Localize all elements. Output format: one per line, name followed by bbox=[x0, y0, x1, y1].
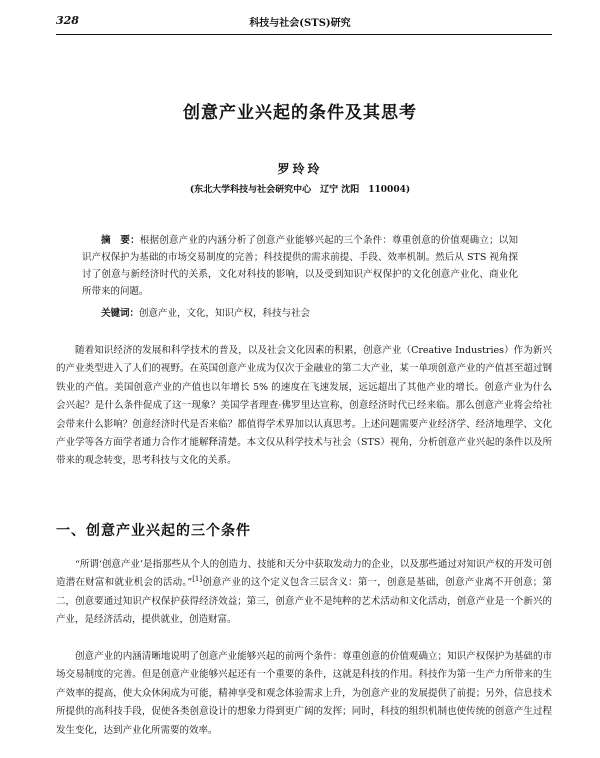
abstract-label: 摘 要： bbox=[101, 235, 140, 246]
section-heading: 一、创意产业兴起的三个条件 bbox=[56, 523, 251, 539]
intro-paragraph: 随着知识经济的发展和科学技术的普及，以及社会文化因素的积累，创意产业（Creative Industries）作为新兴的产业类型进入了人们的视野。在英国创意产业成为仅次于金融业的第二大产业，某一单项创意产业的产值甚至超过钢铁业的产值。美国创意产业的产值也以年增长 5% 的速度在飞速发展，远远超出了其他产业的增长。创意产业为什么会兴起？是什么条件促成了这一现象？美国学者理查·佛罗里达宣称，创意经济时代已经来临。那么创意产业将会给社会带来什么影响？创意经济时代是否来临？都值得学术界加以认真思考。上述问题需要产业经济学、经济地理学、文化产业学等各方面学者通力合作才能解释清楚。本文仅从科学技术与社会（STS）视角，分析创意产业兴起的条件以及所带来的观念转变，思考科技与文化的关系。 bbox=[56, 345, 552, 467]
author-name: 罗玲玲 bbox=[277, 162, 323, 176]
header-rule bbox=[56, 34, 552, 35]
keywords bbox=[82, 305, 518, 322]
running-header bbox=[0, 0, 600, 36]
body-paragraph-2: 创意产业的内涵清晰地说明了创意产业能够兴起的前两个条件：尊重创意的价值观确立；知识产权保护为基础的市场交易制度的完善。但是创意产业能够兴起还有一个重要的条件，这就是科技的作用。科技作为第一生产力所带来的生产效率的提高，使大众休闲成为可能，精神享受和观念体验需求上升，为创意产业的发展提供了前提；另外，信息技术所提供的高科技手段，促使各类创意设计的想象力得到更广阔的发挥；同时，科技的组织机制也使传统的创意产生过程发生变化，达到产业化所需要的效率。 bbox=[56, 651, 552, 736]
abstract-text: 根据创意产业的内涵分析了创意产业能够兴起的三个条件：尊重创意的价值观确立；以知识产权保护为基础的市场交易制度的完善；科技提供的需求前提、手段、效率机制。然后从 STS 视角探讨了创意与新经济时代的关系，文化对科技的影响，以及受到知识产权保护的文化创意产业化、商业化所带来的问题。 bbox=[82, 235, 518, 297]
keywords-label: 关键词： bbox=[101, 308, 140, 319]
definition-explanation: 创意产业的这个定义包含三层含义：第一，创意是基础，创意产业离不开创意；第二，创意要通过知识产权保护获得经济效益；第三，创意产业不是纯粹的艺术活动和文化活动，创意产业是一个新兴的产业，是经济活动，提供就业，创造财富。 bbox=[56, 577, 552, 626]
author-affiliation: (东北大学科技与社会研究中心 辽宁 沈阳 110004) bbox=[189, 185, 411, 195]
definition-quote: “所谓‘创意产业’是指那些从个人的创造力、技能和天分中获取发动力的企业，以及那些通过对知识产权的开发可创造潜在财富和就业机会的活动。” bbox=[56, 559, 552, 589]
article-title: 创意产业兴起的条件及其思考 bbox=[183, 103, 417, 123]
page-number: 328 bbox=[56, 14, 79, 27]
keywords-text: 创意产业，文化，知识产权，科技与社会 bbox=[139, 308, 311, 319]
body-paragraph-1 bbox=[56, 556, 552, 630]
citation-ref: [1] bbox=[192, 575, 203, 584]
abstract bbox=[82, 232, 518, 300]
journal-title: 科技与社会(STS)研究 bbox=[249, 18, 351, 29]
